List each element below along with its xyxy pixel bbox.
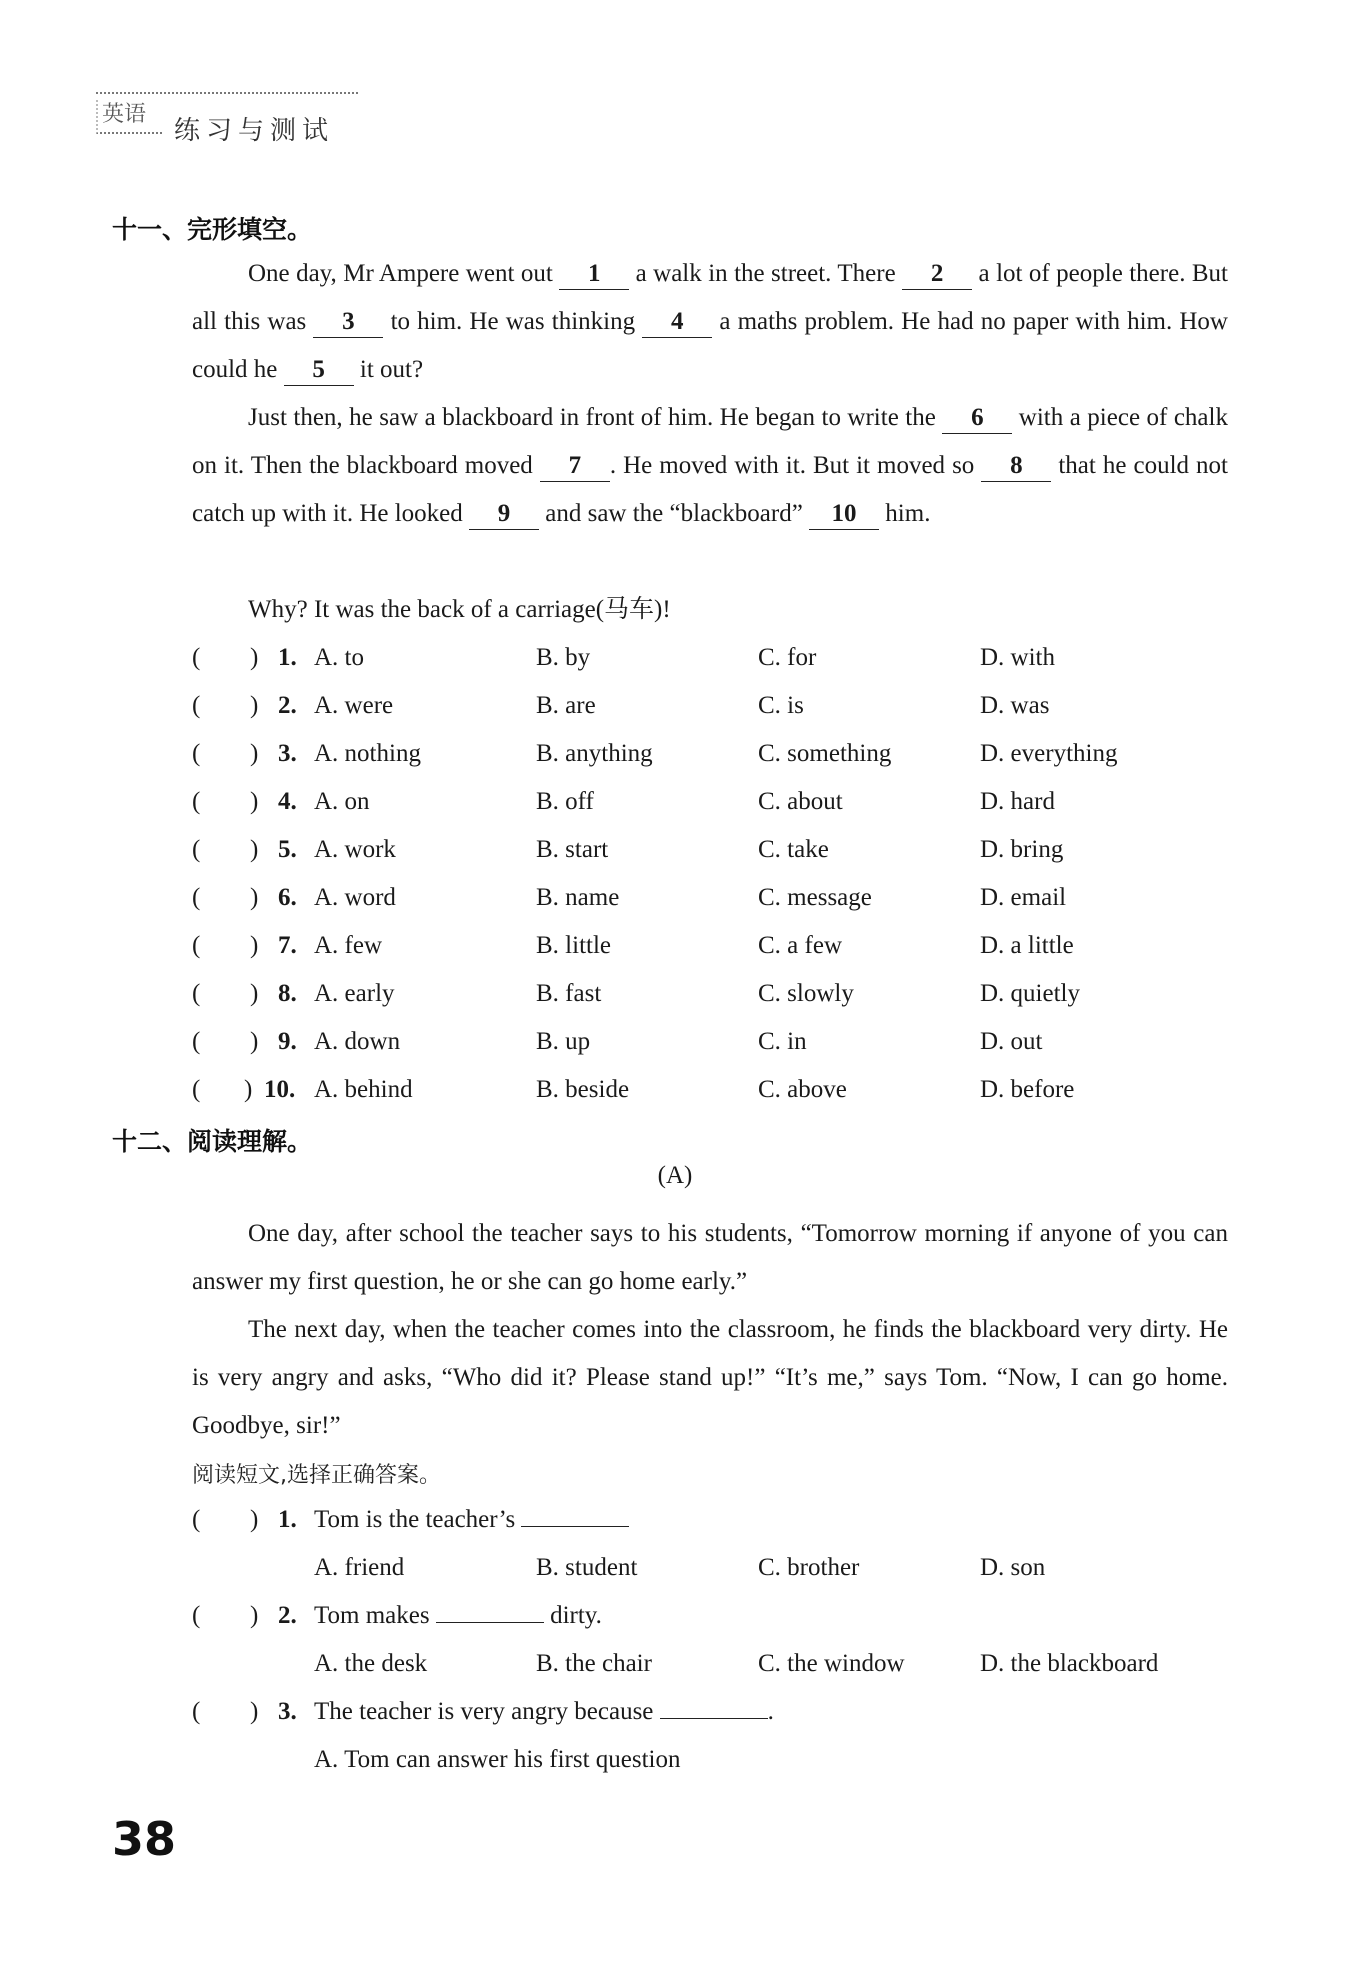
reading-question: ( ) 1. Tom is the teacher’s [192,1496,1242,1544]
option-d: D. bring [980,836,1064,863]
option-b: B. little [536,932,611,959]
question-number: 10. [264,1076,296,1103]
cloze-blank-6: 6 [942,403,1012,434]
cloze-blank-5: 5 [284,355,354,386]
answer-blank [521,1500,629,1527]
list-item: ( ) 4. A. on B. off C. about D. hard [192,778,1242,826]
section-11-title: 十一、完形填空。 [112,215,313,244]
option-a: A. Tom can answer his first question [314,1746,681,1773]
option-d: D. was [980,692,1050,719]
option-c: C. above [758,1076,847,1103]
option-a: A. early [314,980,395,1007]
option-a: A. down [314,1028,401,1055]
option-c: C. about [758,788,843,815]
option-d: D. out [980,1028,1043,1055]
option-a: A. on [314,788,370,815]
list-item: ( ) 9. A. down B. up C. in D. out [192,1018,1242,1066]
option-d: D. a little [980,932,1074,959]
option-a: A. work [314,836,396,863]
section-12-title: 十二、阅读理解。 [112,1127,313,1156]
option-c: C. brother [758,1554,860,1581]
option-b: B. start [536,836,609,863]
option-a: A. behind [314,1076,413,1103]
option-a: A. friend [314,1554,405,1581]
question-text: The teacher is very angry because . [314,1688,774,1736]
cloze-blank-2: 2 [902,259,972,290]
reading-paragraph-2: The next day, when the teacher comes into the classroom, he finds the blackboard very dirty. He is very angry and asks, “Who did it? Please stand up!” “It’s me,” says Tom. “Now, I can go home. Goodbye, sir!” [192,1316,1228,1439]
list-item: ( ) 3. A. nothing B. anything C. something D. everything [192,730,1242,778]
option-a: A. to [314,644,364,671]
option-c: C. the window [758,1650,905,1677]
option-c: C. take [758,836,829,863]
question-number: 3. [278,740,297,767]
cloze-paragraph-3: Why? It was the back of a carriage(马车)! [248,596,671,623]
answer-blank [660,1692,768,1719]
question-text: Tom makes dirty. [314,1592,602,1640]
question-number: 2. [278,1602,297,1629]
reading-paragraph-1: One day, after school the teacher says to his students, “Tomorrow morning if anyone of you can answer my first question, he or she can go home early.” [192,1220,1228,1295]
reading-question: ( ) 2. Tom makes dirty. [192,1592,1242,1640]
answer-blank [436,1596,544,1623]
question-number: 4. [278,788,297,815]
reading-instruction: 阅读短文,选择正确答案。 [192,1463,441,1488]
question-number: 1. [278,644,297,671]
list-item: ( ) 5. A. work B. start C. take D. bring [192,826,1242,874]
option-d: D. quietly [980,980,1080,1007]
option-d: D. with [980,644,1055,671]
subject-badge: 英语 [96,100,162,134]
cloze-blank-8: 8 [981,451,1051,482]
option-c: C. something [758,740,892,767]
cloze-blank-3: 3 [313,307,383,338]
question-number: 3. [278,1698,297,1725]
option-b: B. the chair [536,1650,652,1677]
cloze-blank-10: 10 [809,499,879,530]
list-item: ( ) 7. A. few B. little C. a few D. a little [192,922,1242,970]
option-a: A. few [314,932,383,959]
reading-options [192,1736,1242,1784]
option-b: B. by [536,644,591,671]
option-a: A. word [314,884,396,911]
option-a: A. nothing [314,740,421,767]
reading-options [192,1544,1242,1592]
option-b: B. off [536,788,594,815]
cloze-paragraph-2: Just then, he saw a blackboard in front of him. He began to write the 6 with a piece of chalk on it. Then the blackboard moved 7 . He moved with it. But it moved so 8 that he could not catch up with it. He looked 9 and saw the “blackboard” 10 him. [192,394,1228,538]
option-c: C. slowly [758,980,854,1007]
question-number: 5. [278,836,297,863]
cloze-blank-4: 4 [642,307,712,338]
option-c: C. a few [758,932,842,959]
option-d: D. before [980,1076,1075,1103]
option-b: B. up [536,1028,591,1055]
option-d: D. everything [980,740,1118,767]
list-item: ( ) 6. A. word B. name C. message D. email [192,874,1242,922]
question-number: 8. [278,980,297,1007]
list-item: ( ) 10. A. behind B. beside C. above D. before [192,1066,1242,1114]
book-title: 练习与测试 [174,116,335,146]
question-number: 6. [278,884,297,911]
cloze-blank-1: 1 [559,259,629,290]
option-a: A. the desk [314,1650,428,1677]
cloze-paragraph-1: One day, Mr Ampere went out 1 a walk in the street. There 2 a lot of people there. But all this was 3 to him. He was thinking 4 a maths problem. He had no paper with him. How could he 5 it out? [192,250,1228,394]
list-item: ( ) 1. A. to B. by C. for D. with [192,634,1242,682]
reading-options [192,1640,1242,1688]
list-item: ( ) 2. A. were B. are C. is D. was [192,682,1242,730]
question-number: 9. [278,1028,297,1055]
option-b: B. student [536,1554,638,1581]
option-c: C. is [758,692,804,719]
option-b: B. anything [536,740,653,767]
option-c: C. in [758,1028,807,1055]
option-b: B. fast [536,980,602,1007]
list-item: ( ) 8. A. early B. fast C. slowly D. quietly [192,970,1242,1018]
passage-label: (A) [657,1162,693,1189]
question-text: Tom is the teacher’s [314,1496,629,1544]
option-b: B. are [536,692,596,719]
reading-question: ( ) 3. The teacher is very angry because . [192,1688,1242,1736]
option-d: D. son [980,1554,1046,1581]
cloze-blank-9: 9 [469,499,539,530]
option-d: D. hard [980,788,1055,815]
option-b: B. name [536,884,620,911]
option-b: B. beside [536,1076,630,1103]
option-c: C. message [758,884,872,911]
page-number: 38 [112,1812,177,1866]
option-a: A. were [314,692,394,719]
question-number: 7. [278,932,297,959]
option-d: D. email [980,884,1067,911]
header-dotted-rule [96,92,358,94]
option-d: D. the blackboard [980,1650,1159,1677]
question-number: 1. [278,1506,297,1533]
cloze-blank-7: 7 [540,451,610,482]
question-number: 2. [278,692,297,719]
option-c: C. for [758,644,817,671]
